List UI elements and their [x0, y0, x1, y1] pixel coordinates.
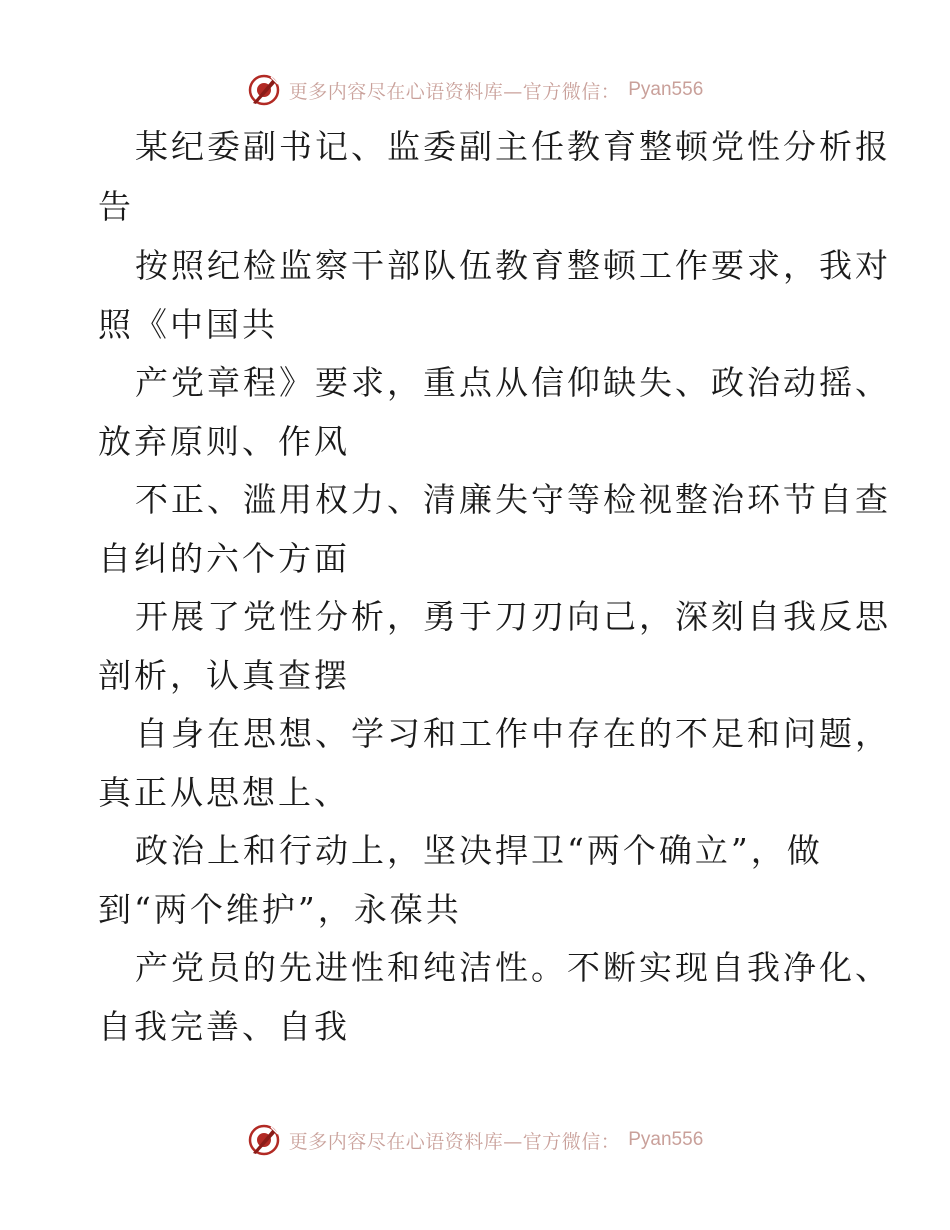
text-line: 产党员的先进性和纯洁性。不断实现自我净化、 [135, 948, 891, 987]
text-line: 不正、滥用权力、清廉失守等检视整治环节自查 [135, 480, 891, 519]
text-line: 照《中国共 [98, 305, 278, 344]
text-line: 自身在思想、学习和工作中存在的不足和问题， [135, 714, 891, 753]
watermark-text: 更多内容尽在心语资料库—官方微信： [288, 1130, 621, 1153]
watermark-text: 更多内容尽在心语资料库—官方微信： [288, 80, 621, 103]
text-line: 开展了党性分析，勇于刀刃向己，深刻自我反思 [135, 597, 891, 636]
text-line: 按照纪检监察干部队伍教育整顿工作要求，我对 [135, 246, 891, 285]
quill-pen-logo-icon [247, 73, 281, 107]
text-line: 放弃原则、作风 [98, 422, 350, 461]
footer-watermark [0, 1120, 950, 1160]
text-line: 到“两个维护”，永葆共 [98, 890, 462, 929]
header-watermark [0, 70, 950, 110]
watermark-account: Pyan556 [628, 1129, 704, 1150]
text-line: 告 [98, 187, 134, 226]
text-line: 剖析，认真查摆 [98, 656, 350, 695]
text-line: 真正从思想上、 [98, 773, 350, 812]
text-line: 自我完善、自我 [98, 1007, 350, 1046]
text-line: 某纪委副书记、监委副主任教育整顿党性分析报 [135, 127, 891, 166]
watermark-account: Pyan556 [628, 79, 704, 100]
text-line: 自纠的六个方面 [98, 539, 350, 578]
text-line: 政治上和行动上，坚决捍卫“两个确立”，做 [135, 831, 823, 870]
quill-pen-logo-icon [247, 1123, 281, 1157]
text-line: 产党章程》要求，重点从信仰缺失、政治动摇、 [135, 363, 891, 402]
